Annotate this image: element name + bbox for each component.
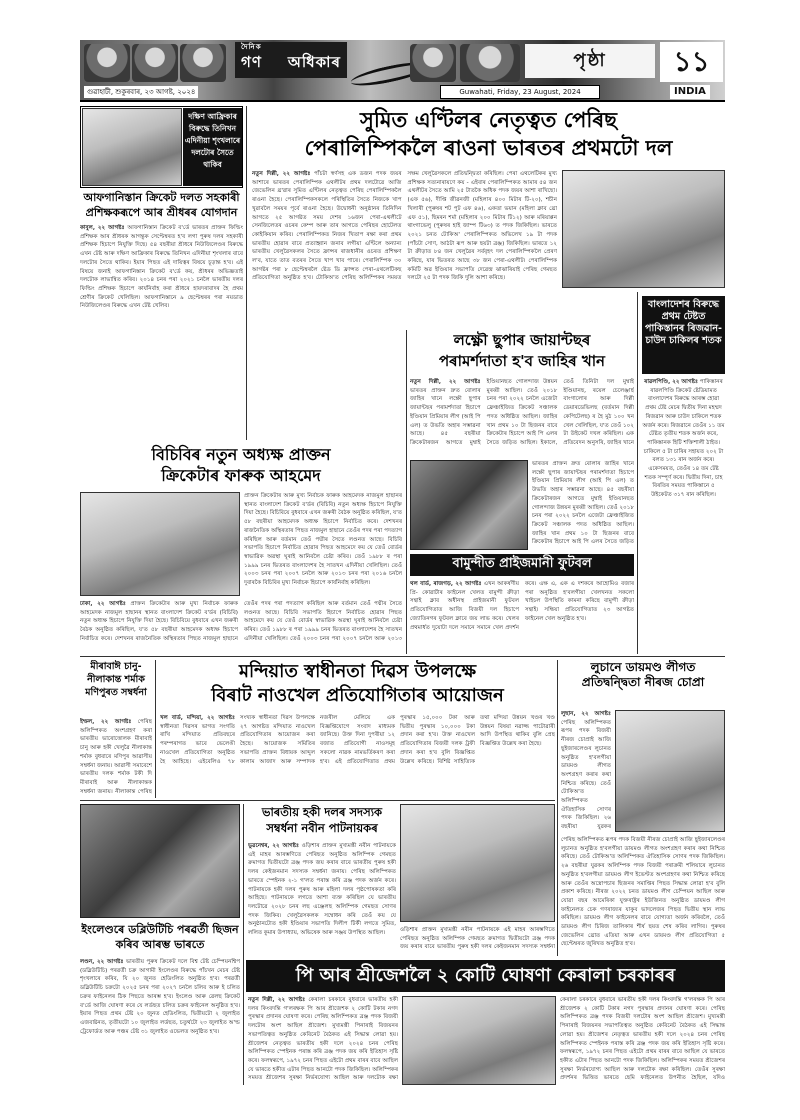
page-number: ১১ bbox=[660, 42, 723, 82]
sridhar-dateline: কাবুল, ২২ আগষ্টঃ bbox=[80, 225, 125, 231]
zaheer-text-cont: ভাৰতৰ প্ৰাক্তন দ্ৰুত বোলাৰ জাহিৰ খানে লক্ষ্ণৌ ছুপাৰ জায়ান্টছৰ পৰামৰ্শদাতা হিচাপে ইণ্ডিয়ান প্ৰিমিয়াৰ লীগ (আই পি এল) ত উভতি অহাৰ সম্ভাৱনা আছে। ৪৫ বছৰীয়া ক্ৰিকেটাৰজন আগতে মুম্বাই ইণ্ডিয়ানছত গোলন্দাজ উন্নয়ন মুৰব্বী আছিল। তেওঁ ২০১৮ চনৰ পৰা ২০২২ চনলৈ এজেটা ফ্ৰেঞ্চাইজিত ক্ৰিকেট সঞ্চালক পদত অধিষ্ঠিত আছিল। জাহিৰ খান প্ৰথম ১০ টা ছিজনৰ বাবে ক্ৰিকেটাৰ হিচাপে আই পি এলৰ সৈতে জড়িত bbox=[532, 461, 634, 546]
date-assamese: গুৱাহাটী, শুকুৰবাৰ, ২৩ আগষ্ট, ২০২৪ bbox=[84, 86, 198, 98]
hockey-text: ওড়িশাৰ প্ৰাক্তন মুখ্যমন্ত্ৰী নবীন পাটনায়কে এই মাহৰ আৰম্ভণিতে পেৰিছত অনুষ্ঠিত অলিম্পিক গেমছত ক্ৰমাগত দ্বিতীয়টো ব্ৰঞ্জ পদক জয় কৰাৰ বাবে ভাৰতীয় পুৰুষ হকী দলৰ কেইজনমান সদস্যক সম্বৰ্ধনা জনায়। পেৰিছ অলিম্পিকত ভাৰতে স্পেইনক ২-১ গ'লত পৰাস্ত কৰি ব্ৰঞ্জ পদক অৰ্জন কৰে। পাটনায়কে হকী দলৰ পুৰুষ আৰু মহিলা দলৰ পৃষ্ঠপোষকতা কৰি আহিছে। পাটনায়কে লগতে আশা ব্যক্ত কৰিছিল যে ভাৰতীয় দলটোৱে ২০২৮ চনৰ লছ এঞ্জেলছ অলিম্পিক গেমছত সোণৰ পদক জিকিব। খেলুৱৈসকলক সম্বোধন কৰি তেওঁ কয় যে অনুষ্ঠানটোত হকী ইণ্ডিয়াৰ সভাপতি দিলীপ টিৰ্কী লগতে সুমিত, ললিত কুমাৰ উপাধ্যায়, অভিষেক আৰু সঞ্জয় উপস্থিত আছিল। bbox=[248, 843, 396, 937]
chanu-dateline: ইম্ফল, ২২ আগষ্টঃ bbox=[80, 719, 132, 725]
zaheer-text: ভাৰতৰ প্ৰাক্তন দ্ৰুত বোলাৰ জাহিৰ খানে লক্ষ্ণৌ ছুপাৰ জায়ান্টছৰ পৰামৰ্শদাতা হিচাপে ইণ্ডিয়ান প্ৰিমিয়াৰ লীগ (আই পি এল) ত উভতি অহাৰ সম্ভাৱনা আছে। ৪৫ বছৰীয়া ক্ৰিকেটাৰজন আগতে মুম্বাই ইণ্ডিয়ানছত গোলন্দাজ উন্নয়ন মুৰব্বী আছিল। তেওঁ ২০১৮ চনৰ পৰা ২০২২ চনলৈ এজেটা ফ্ৰেঞ্চাইজিত ক্ৰিকেট সঞ্চালক পদত অধিষ্ঠিত আছিল। জাহিৰ খান প্ৰথম ১০ টা ছিজনৰ বাবে ক্ৰিকেটাৰ হিচাপে আই পি এলৰ সৈতে জড়িত আছিল। ইকালে, তেওঁ তিনিটা দল মুম্বাই ইণ্ডিয়ানছ, ৰয়েল চেলেঞ্জাৰ্ছ বাংগালোৰ আৰু দিল্লী ডেয়াৰডেভিলছ (বৰ্তমান দিল্লী কেপিটেলছ) ৰ হৈ মুঠ ১০০ খন খেল খেলিছিল, য'ত তেওঁ ১০২ টা উইকেট দখল কৰিছিল। এক প্ৰতিবেদন অনুসৰি, জাহিৰ খানে bbox=[410, 379, 634, 446]
hockey-dateline: ভুৱনেশ্বৰ, ২২ আগষ্টঃ bbox=[248, 843, 299, 849]
bcb-headline-line1: বিচিবিৰ নতুন অধ্যক্ষ প্ৰাক্তন bbox=[151, 445, 331, 464]
bcb-headline bbox=[80, 444, 402, 488]
wtc-headline: ইংলেণ্ডৰে ডব্লিউটিচি পৰৱৰ্তী ছিজন কৰিব আৰম্ভ ভাৰতে bbox=[81, 923, 239, 951]
wtc-body bbox=[80, 958, 240, 1085]
rizwan-text: পাকিস্তানৰ ৰাৱলপিণ্ডি ক্ৰিকেট ষ্টেডিয়ামত বাংলাদেশৰ বিৰুদ্ধে আৰম্ভ হোৱা প্ৰথম টেষ্ট মেচৰ দ্বিতীয় দিনা মহম্মদ ৰিজৱান আৰু চাউদ চাকিলে শতক অৰ্জন কৰে। ৰিজৱানে তেওঁৰ ১১ তম টেষ্টত তৃতীয় শতক অৰ্জন কৰে, পাকিস্তানক হিটি শক্তিশালী ঠাইত। চাকিলে ৫ টা চাৰিৰ সহায়ত ২০২ টা বলত ১৩১ ৰান অৰ্জন কৰে। একেসময়ত, তেওঁৰ ১৪ তম টেষ্ট শতক সম্পূৰ্ণ কৰে। দ্বিতীয় দিনা, চাহ বিৰতিৰ সময়ত পাকিস্তানে ৫ উইকেটত ৩১৭ ৰান কৰিছিল। bbox=[642, 379, 725, 499]
boat-body bbox=[160, 714, 555, 798]
column-rule bbox=[246, 106, 247, 440]
sridhar-headline: আফগানিস্তান ক্ৰিকেট দলত সহকাৰী প্ৰশিক্ষকৰূপে আৰ শ্ৰীধৰৰ যোগদান bbox=[83, 191, 240, 219]
sreejesh-body bbox=[248, 996, 398, 1083]
chanu-headline: মীৰাবাঈ চানু-নীলাকান্ত শৰ্মাক মণিপুৰত সম্বৰ্ধনা bbox=[85, 661, 147, 698]
sridhar-body bbox=[80, 224, 243, 440]
country-label: INDIA bbox=[670, 85, 710, 99]
neeraj-text-side: পেৰিছ অলিম্পিকত ৰূপৰ পদক বিজয়ী নীৰজ চোপ্ৰাই আজি ছুইজাৰলেণ্ডৰ লুচানত অনুষ্ঠিত হ'বলগীয়া ডায়মণ্ড লীগত অংশগ্ৰহণ কৰাৰ কথা নিশ্চিত কৰিছে। তেওঁ টোকিঅ'ত অলিম্পিকত ঐতিহাসিক সোণৰ পদক জিকিছিল। ২৬ বছৰীয়া যুৱকৰ bbox=[561, 719, 611, 831]
bamunti-dateline: থল বাৰ্ড, ৰাজগড়, ২২ আগষ্টঃ bbox=[410, 581, 482, 587]
bcb-body-side bbox=[244, 492, 402, 596]
brand-small: দৈনিক bbox=[241, 43, 262, 51]
hockey-team-photo bbox=[400, 804, 555, 922]
column-rule bbox=[243, 804, 244, 1085]
section-rule bbox=[80, 800, 555, 801]
page-label: পৃষ্ঠা bbox=[525, 44, 655, 78]
sumit-headline-line1: সুমিত এণ্টিলৰ নেতৃত্বত পেৰিছ bbox=[360, 108, 617, 132]
sumit-headline bbox=[252, 106, 725, 166]
sumit-text: পাঁচটা স্বৰ্ণসহ এক ডজন পদক জয়ৰ আশাৰে ভাৰতৰ পেৰালিম্পিক এথলীটৰ প্ৰথম দলটোৱে আজি জেভেলিন থ্ৰ'ৱাৰ সুমিত এণ্টিলৰ নেতৃত্বত পেৰিছ পেৰালিম্পিকলৈ ৰাওনা হৈছে। পেৰালিম্পিকসকলে পৰিস্থিতিৰ সৈতে নিজকে খাপ খুৱাবলৈ সময়ৰ পূৰ্বে ৰাওনা হৈছে। উদ্বোধনী অনুষ্ঠানৰ তিনিদিন আগতে ২৫ আগষ্টত সময় দেশৰ ১৬জন পেৰা-এথলীটে সেনজিলেতৰ ওচৰৰ কেম্প আৰু তাৰ আগতে পেৰিছৰ হোটেলত কোইকিয়ান কৰিব। পেৰালিম্পিকত নিজৰ খিতাপ ৰক্ষা কৰা প্ৰথম ভাৰতীয় হোৱাৰ বাবে প্ৰত্যাহ্বান জনাব লগীয়া এণ্টিলে অন্যান্য ভাৰতীয় খেলুৱৈসকলৰ সৈতে ফ্ৰান্সৰ ৰাজধানীৰ ওচৰত প্ৰশিক্ষণ ল'ব, যাতে তাত বতৰৰ সৈতে খাপ খাব পাৰে। পেৰালিম্পিক ৩০ আগষ্টৰ পৰা ৮ ছেপ্টেম্বৰলৈ ষ্টেড ডি ফ্ৰান্সত পেৰা-এথলেটিকছ প্ৰতিযোগিতা অনুষ্ঠিত হ'ব। টোকিঅ'ত পেৰিছ অলিম্পিকৰ সময়ত সক্ষম খেলুৱৈসকলে প্ৰতিদ্বন্দ্বিতা কৰিছিল। পেৰা এথলেটিকৰ মুখ্য প্ৰশিক্ষক সত্যনাৰায়ণে কয় - এইবাৰ পেৰালিম্পিকত আমাৰ ৫৪ জন এথলীটৰ সৈতে আমি ২৫ টাতকৈ অধিক পদক জয়ৰ আশা ৰাখিছো। (এফ ৫৬), দীপ্তি জীৱনজী (মহিলাৰ ৪০০ মিটাৰ টি-২০), শচীন খিলাৰী (পুৰুষৰ শট পুট এফ ৪৬), একতা ভয়ান (মহিলা ক্লাব থ্ৰো এফ ৫১), ছিমৰন শৰ্মা (মহিলাৰ ২০০ মিটাৰ টি১২) আৰু মৰিয়াপ্পন থাংগাভেলু (পুৰুষৰ হাই জাম্প টি৬৩) ত পদক জিকিছিল। ভাৰতে ২০২১ চনত টোকিঅ' পেৰালিম্পিকত অভিলেখ ১৯ টা পদক (পাঁচটা সোণ, আঠটা ৰূপ আৰু ছয়টা ব্ৰঞ্জ) জিকিছিল। ভাৰতে ১২ টা ক্ৰীড়াত ৮৪ জন খেলুৱৈৰ সৰ্ববৃহৎ দল পেৰালিম্পিকলৈ প্ৰেৰণ কৰিছে, যাৰ ভিতৰত আছে ৩৮ জন পেৰা-এথলীট। পেৰালিম্পিক কমিটি অৱ ইণ্ডিয়াৰ সভাপতি দেৱেন্দ্ৰ ঝাঝাৰিয়াই পেৰিছ গেমছত দলটো ২৫ টা পদক জিকি দুলি আশা কৰিছে। bbox=[252, 171, 557, 282]
neeraj-photo bbox=[615, 710, 725, 832]
bcb-text: প্ৰাক্তন ক্ৰিকেটাৰ আৰু মুখ্য নিৰ্বাচক ফাৰুক আহমেদক নাজমুল হাছানৰ স্থানত বাংলাদেশ ক্ৰিকেট ব'ৰ্ডৰ (বিচিবি) নতুন অধ্যক্ষ হিচাপে নিযুক্তি দিয়া হৈছে। বিচিবিয়ে বুধবাৰে এখন জৰুৰী বৈঠক অনুষ্ঠিত কৰিছিল, য'ত ৫৮ বছৰীয়া আহমেদক অধ্যক্ষ হিচাপে নিৰ্বাচিত কৰে। দেশখনৰ ৰাজনৈতিক অস্থিৰতাৰ পিছত নাজমুল হাছানে তেওঁৰ পদৰ পৰা পদত্যাগ কৰিছিল আৰু বৰ্তমান তেওঁ পদ্মীৰ সৈতে লণ্ডনত আছে। বিচিবি সভাপতি হিচাপে নিৰ্বাচিত হোৱাৰ পিছত আহমেদে কয় যে তেওঁ বোৰ্ডৰ স্বাভাৱিক অৱস্থা ঘূৰাই আনিবলৈ চেষ্টা কৰিব। তেওঁ ১৯৮৮ ৰ পৰা ১৯৯৯ চনৰ ভিতৰত বাংলাদেশৰ হৈ সাতখন এদিনীয়া খেলিছিল। তেওঁ ২০০৩ চনৰ পৰা ২০০৭ চনলৈ আৰু ২০১৩ bbox=[80, 601, 402, 642]
wtc-text: ভাৰতীয় পুৰুষ ক্ৰিকেট দলে বিশ্ব টেষ্ট চেম্পিয়নশ্বিপ (ডব্লিউটিচি) পৰৱৰ্তী চক্ৰ আগামী ইংলেণ্ডৰ বিৰুদ্ধে পাঁচখন মেচৰ টেষ্ট শৃংখলাৰে কৰিব, যি ২০ জুনত হেডিংলিত অনুষ্ঠিত হ'ব। পৰৱৰ্তী ডব্লিউটিচি চক্ৰটো ২০২৫ চনৰ পৰা ২০২৭ চনলৈ চলিব আৰু ই চলিত চক্ৰৰ ফাইনেলৰ ঠিক পিছতে আৰম্ভ হ'ব। ইংলেণ্ড আৰু ৱেলছ ক্ৰিকেট ব'ৰ্ডে আজি ঘোষণা কৰে যে লৰ্ডছত চলিত চক্ৰৰ ফাইনেল অনুষ্ঠিত হ'ব। ইয়াৰ পিছত প্ৰথম টেষ্ট ২০ জুনত হেডিংলিত, দ্বিতীয়টো ২ জুলাইত এজবাষ্টনত, তৃতীয়টো ১০ জুলাইত লৰ্ডছত, চতুৰ্থটো ২৩ জুলাইত অ'ল্ড ট্ৰেফোৰ্ডত আৰু পঞ্চম টেষ্ট ৩১ জুলাইত ওভেলত অনুষ্ঠিত হ'ব। bbox=[80, 959, 240, 1035]
brand-right: অধিকাৰ bbox=[287, 53, 341, 71]
boat-dateline: খল বাৰ্ড, মন্দিয়া, ২২ আগষ্টঃ bbox=[160, 715, 235, 721]
zaheer-body bbox=[410, 378, 634, 456]
zaheer-dateline: নতুন দিল্লী, ২২ আগষ্টঃ bbox=[410, 379, 481, 385]
hockey-text-cont: ওড়িশাৰ প্ৰাক্তন মুখ্যমন্ত্ৰী নবীন পাটনায়কে এই মাহৰ আৰম্ভণিতে পেৰিছত অনুষ্ঠিত অলিম্পিক গেমছত ক্ৰমাগত দ্বিতীয়টো ব্ৰঞ্জ পদক জয় কৰাৰ বাবে ভাৰতীয় পুৰুষ হকী দলৰ কেইজনমান সদস্যক সম্বৰ্ধনা bbox=[400, 927, 555, 951]
neeraj-body-side bbox=[561, 710, 611, 832]
zaheer-headline-line2: পৰামৰ্শদাতা হ'ব জাহিৰ খান bbox=[438, 352, 606, 370]
sridhar-photo-caption: দক্ষিণ আফ্ৰিকাৰ বিৰুদ্ধে তিনিখন এদিনীয়া শৃংখলাৰে দলটোৰ সৈতে থাকিব bbox=[183, 108, 242, 186]
neeraj-text: পেৰিছ অলিম্পিকত ৰূপৰ পদক বিজয়ী নীৰজ চোপ্ৰাই আজি ছুইজাৰলেণ্ডৰ লুচানত অনুষ্ঠিত হ'বলগীয়া ডায়মণ্ড লীগত অংশগ্ৰহণ কৰাৰ কথা নিশ্চিত কৰিছে। তেওঁ টোকিঅ'ত অলিম্পিকত ঐতিহাসিক সোণৰ পদক জিকিছিল। ২৬ বছৰীয়া যুৱকৰ অলিম্পিক পদক বিজয়ী পৰাক্ৰমী শলিয়াৰে লুচানত অনুষ্ঠিত হ'বলগীয়া ডায়মণ্ড লীগ ইভেণ্টত অংশগ্ৰহণৰ কথা নিশ্চিত কৰিছে আৰু তেওঁৰ অস্ত্ৰোপচাৰ ছিজনৰ সমাপ্তিৰ পিছত সিদ্ধান্ত লোৱা হ'ব বুলি প্ৰকাশ কৰিছে। নীৰজ ২০২২ চনত ডায়মণ্ড লীগ চেম্পিয়ন আছিল আৰু যোৱা বছৰ আমেৰিকা যুক্তৰাষ্ট্ৰৰ ইউজিনত অনুষ্ঠিত ডায়মণ্ড লীগ ফাইনেলত চেক গণৰাজ্যৰ যাকুব ভাদলেজৰ পিছত দ্বিতীয় স্থান লাভ কৰিছিল। ডায়মণ্ড লীগ ফাইনেলৰ বাবে যোগ্যতা অৰ্জন কৰিবলৈ, তেওঁ ডায়মণ্ড লীগ চিৰিজ তালিকাৰ শীৰ্ষ ছয়ত শেষ কৰিব লাগিব। পুৰুষৰ জেভেলিন থ্ৰোত এতিয়া আৰু এখন ডায়মণ্ড লীগ প্ৰতিযোগিতা ৫ ছেপ্টেম্বৰত জুৰিখত অনুষ্ঠিত হ'ব। bbox=[561, 837, 725, 948]
rizwan-headline: বাংলাদেশৰ বিৰুদ্ধে প্ৰথম টেষ্টত পাকিস্তানৰ ৰিজৱান-চাউদ চাকিলৰ শতক bbox=[642, 296, 725, 374]
date-english: Guwahati, Friday, 23 August, 2024 bbox=[440, 85, 600, 99]
sreejesh-text: কেৰালা চৰকাৰে বুধবাৰে ভাৰতীয় হকী দলৰ কিংবদন্তি গ'লৰক্ষক পি আৰ শ্ৰীজেশক ২ কোটি টকাৰ নগদ পুৰস্কাৰ প্ৰদানৰ ঘোষণা কৰে। পেৰিছ অলিম্পিকত ব্ৰঞ্জ পদক বিজয়ী দলটোৰ অংশ আছিল শ্ৰীজেশ। মুখ্যমন্ত্ৰী পিনাৰাই বিজয়নৰ সভাপতিত্বত অনুষ্ঠিত কেবিনেট বৈঠকত এই সিদ্ধান্ত লোৱা হয়। শ্ৰীজেশৰ নেতৃত্বত ভাৰতীয় হকী দলে ২০২৪ চনৰ পেৰিছ অলিম্পিকত স্পেইনক পৰাস্ত কৰি ব্ৰঞ্জ পদক জয় কৰি ইতিহাস সৃষ্টি কৰে। ফলস্বৰূপে, ১৯৭২ চনৰ পিছত এইটো প্ৰথম বাৰৰ বাবে আছিল যে ভাৰতে হকীত এটাৰ পিছত আনটো পদক জিকিছিল। অলিম্পিকৰ সময়ত শ্ৰীজেশৰ সুৰক্ষা নিৰ্ভৰযোগ্য আছিল আৰু দলটোক ৰক্ষা bbox=[248, 997, 398, 1082]
sreejesh-photo bbox=[402, 996, 556, 1085]
bamunti-body bbox=[410, 580, 634, 650]
zaheer-body-cont bbox=[532, 460, 634, 547]
sridhar-photo-box bbox=[80, 106, 243, 188]
sridhar-photo bbox=[82, 108, 182, 186]
sreejesh-headline: পি আৰ শ্ৰীজেশলৈ ২ কোটি ঘোষণা কেৰালা চৰকাৰৰ bbox=[246, 960, 725, 992]
wtc-dateline: লণ্ডন, ২২ আগষ্টঃ bbox=[80, 959, 124, 965]
column-rule bbox=[406, 330, 407, 654]
chanu-body bbox=[80, 718, 152, 796]
bamunti-headline: বামুন্দীত প্ৰাইজমানী ফুটবল bbox=[410, 554, 634, 576]
masthead bbox=[80, 40, 725, 102]
bcb-headline-line2: ক্ৰিকেটাৰ ফাৰুক আহমেদ bbox=[161, 466, 321, 485]
farooq-photo bbox=[80, 492, 240, 596]
hockey-body bbox=[248, 842, 396, 954]
bcb-dateline: ঢাকা, ২২ আগষ্টঃ bbox=[80, 601, 126, 607]
masthead-photo bbox=[84, 44, 130, 82]
boat-headline-line2: বিৰাট নাওখেল প্ৰতিযোগিতাৰ আয়োজন bbox=[211, 685, 504, 706]
newspaper-page bbox=[80, 40, 725, 1085]
neeraj-dateline: লুছান, ২২ আগষ্টঃ bbox=[561, 711, 611, 717]
column-rule bbox=[557, 660, 558, 956]
bcb-body bbox=[80, 600, 402, 652]
masthead-photo bbox=[460, 44, 520, 82]
column-rule bbox=[637, 292, 638, 654]
brand-left: গণ bbox=[241, 53, 262, 71]
boat-text: স্বাধীনতা দিৱসৰ ভাগত সংগতি ৰাখি মন্দিয়াত প্ৰতিবছৰে পৰম্পৰাগত ভাবে ভেলেঙী নাওখেল প্ৰতিযোগিতা অনুষ্ঠিত হৈ আহিছে। এইবেলিও ৭৮ সংখ্যক স্বাধীনতা দিৱস উপলক্ষে ২৭ আগষ্টত মন্দিয়াত নাওখেল প্ৰতিযোগিতাৰ আয়োজন কৰা হৈছে। আয়োজক সমিতিৰ সভাপতি প্ৰাক্তন বিধায়ক আব্দুল কালাম আজাদ আৰু সম্পাদক নজৰীল মেলিয়ে এক বিজ্ঞপ্তিযোগে সংবাদ মাধ্যমক জানিছে। উক্ত দিনা দুপৰীয়া ১২ বজাত প্ৰতিযোগী নাওসমূহ সকলো নাৱক নামভৰ্তিকৰণ কৰা হ'ব। এই প্ৰতিযোগিতাত প্ৰথম পুৰস্কাৰ ১৫,০০০ টকা আৰু দ্বিতীয় পুৰস্কাৰ ১০,০০০ টকা প্ৰদান কৰা হ'ব। উক্ত নাওখেল প্ৰতিযোগিতাৰ বিজয়ী দলক ট্ৰফী প্ৰদান কৰা হ'ব বুলি বিজ্ঞপ্তিত উল্লেখ কৰিছে। বিশিষ্ট সাহিত্যিক তথা মন্দিয়া উন্নয়ন খণ্ডৰ খণ্ড উন্নয়ন বিষয়া নৱাজ্জ পাটোৱাৰী আদি উপস্থিত থাকিব বুলি প্ৰেছ বিজ্ঞপ্তিত উল্লেখ কৰা হৈছে। bbox=[160, 715, 555, 765]
india-cricket-team-photo bbox=[80, 804, 240, 918]
rizwan-body bbox=[642, 378, 725, 650]
sridhar-text: আফগানিস্তান ক্ৰিকেট ব'ৰ্ডে ভাৰতৰ প্ৰাক্তন ফিল্ডিং প্ৰশিক্ষক আৰ শ্ৰীধৰক আগন্তুক সেপ্টেম্বৰত হ'ব লগা পুৰুষ দলৰ সহকাৰী প্ৰশিক্ষক হিচাপে নিযুক্তি দিছে। ৫৪ বছৰীয়া শ্ৰীধৰে নিউজিলেণ্ডৰ বিৰুদ্ধে এখন টেষ্ট আৰু দক্ষিণ আফ্ৰিকাৰ বিৰুদ্ধে তিনিখন এদিনীয়া শৃংখলাৰ বাবে দলটোৰ সৈতে থাকিব। ইয়াৰ পিছত এই দায়িত্বৰ বিষয়ে চূড়ান্ত হ'ব। এই বিষয়ে জনাই আফগানিস্তান ক্ৰিকেট ব'ৰ্ডে কয়, শ্ৰীধৰৰ অভিজ্ঞতাই দলটোক লাভান্বিত কৰিব। ২০১৪ চনৰ পৰা ২০২১ চনলৈ ভাৰতীয় দলৰ ফিল্ডিং প্ৰশিক্ষক হিচাপে কাৰ্যনিৰ্বাহ কৰা শ্ৰীধৰে হায়দৰাবাদৰ হৈ প্ৰথম শ্ৰেণীৰ ক্ৰিকেট খেলিছিল। আফগানিস্তানে ৯ ছেপ্টেম্বৰৰ পৰা নয়ডাত নিউজিলেণ্ডৰ বিৰুদ্ধে এখন টেষ্ট খেলিব। bbox=[80, 225, 243, 310]
rizwan-dateline: ৰাৱলপিণ্ডি, ২২ আগষ্টঃ bbox=[644, 379, 698, 385]
boat-headline-line1: মন্দিয়াত স্বাধীনতা দিৱস উপলক্ষে bbox=[238, 661, 477, 682]
bcb-text-side: প্ৰাক্তন ক্ৰিকেটাৰ আৰু মুখ্য নিৰ্বাচক ফাৰুক আহমেদক নাজমুল হাছানৰ স্থানত বাংলাদেশ ক্ৰিকেট ব'ৰ্ডৰ (বিচিবি) নতুন অধ্যক্ষ হিচাপে নিযুক্তি দিয়া হৈছে। বিচিবিয়ে বুধবাৰে এখন জৰুৰী বৈঠক অনুষ্ঠিত কৰিছিল, য'ত ৫৮ বছৰীয়া আহমেদক অধ্যক্ষ হিচাপে নিৰ্বাচিত কৰে। দেশখনৰ ৰাজনৈতিক অস্থিৰতাৰ পিছত নাজমুল হাছানে তেওঁৰ পদৰ পৰা পদত্যাগ কৰিছিল আৰু বৰ্তমান তেওঁ পদ্মীৰ সৈতে লণ্ডনত আছে। বিচিবি সভাপতি হিচাপে নিৰ্বাচিত হোৱাৰ পিছত আহমেদে কয় যে তেওঁ বোৰ্ডৰ স্বাভাৱিক অৱস্থা ঘূৰাই আনিবলৈ চেষ্টা কৰিব। তেওঁ ১৯৮৮ ৰ পৰা ১৯৯৯ চনৰ ভিতৰত বাংলাদেশৰ হৈ সাতখন এদিনীয়া খেলিছিল। তেওঁ ২০০৩ চনৰ পৰা ২০০৭ চনলৈ আৰু ২০১৩ চনৰ পৰা ২০১৬ চনলৈ দুবাৰকৈ বিচিবিৰ মুখ্য নিৰ্বাচক হিচাপে কাৰ্যনিৰ্বাহ কৰিছিল। bbox=[244, 493, 402, 587]
sumit-headline-line2: পেৰালিম্পিকলৈ ৰাওনা ভাৰতৰ প্ৰথমটো দল bbox=[304, 136, 673, 160]
masthead-photo bbox=[180, 44, 226, 82]
section-rule bbox=[80, 656, 725, 657]
chanu-text: পেৰিছ অলিম্পিকত অংশগ্ৰহণ কৰা ভাৰতীয় ভাৰোত্তোলক মীৰাবাই চানু আৰু হকী খেলুৱৈ নীলাকান্ত শৰ্মাক বুধবাৰে মণিপুৰ আৱাসীয় সম্বৰ্ধনা জনায়। আৱাসী সমাবেশে ভাৰতীয় দলক শৰ্মাক টকী দি মীৰাবাই আৰু নীলাকান্তক সম্বৰ্ধনা জনায়। নীলাকান্ত পেৰিছ bbox=[80, 719, 152, 795]
sreejesh-body-cont bbox=[560, 996, 725, 1083]
sreejesh-text-cont: কেৰালা চৰকাৰে বুধবাৰে ভাৰতীয় হকী দলৰ কিংবদন্তি গ'লৰক্ষক পি আৰ শ্ৰীজেশক ২ কোটি টকাৰ নগদ পুৰস্কাৰ প্ৰদানৰ ঘোষণা কৰে। পেৰিছ অলিম্পিকত ব্ৰঞ্জ পদক বিজয়ী দলটোৰ অংশ আছিল শ্ৰীজেশ। মুখ্যমন্ত্ৰী পিনাৰাই বিজয়নৰ সভাপতিত্বত অনুষ্ঠিত কেবিনেট বৈঠকত এই সিদ্ধান্ত লোৱা হয়। শ্ৰীজেশৰ নেতৃত্বত ভাৰতীয় হকী দলে ২০২৪ চনৰ পেৰিছ অলিম্পিকত স্পেইনক পৰাস্ত কৰি ব্ৰঞ্জ পদক জয় কৰি ইতিহাস সৃষ্টি কৰে। ফলস্বৰূপে, ১৯৭২ চনৰ পিছত এইটো প্ৰথম বাৰৰ বাবে আছিল যে ভাৰতে হকীত এটাৰ পিছত আনটো পদক জিকিছিল। অলিম্পিকৰ সময়ত শ্ৰীজেশৰ সুৰক্ষা নিৰ্ভৰযোগ্য আছিল আৰু দলটোক ৰক্ষা কৰিছিল। তেওঁৰ সুৰক্ষা প্ৰদৰ্শনৰ ভিত্তিত ভাৰতে ছেমি ফাইনেলত উপনীত হৈছিল, যদিও bbox=[560, 997, 725, 1082]
column-rule bbox=[155, 660, 156, 798]
hockey-body-cont bbox=[400, 926, 555, 952]
zaheer-photo bbox=[410, 460, 528, 550]
neeraj-body bbox=[561, 836, 725, 954]
hockey-headline: ভাৰতীয় হকী দলৰ সদস্যক সম্বৰ্ধনা নবীন পাটনায়কৰ bbox=[261, 805, 383, 835]
sreejesh-dateline: নতুন দিল্লী, ২২ আগষ্টঃ bbox=[248, 997, 306, 1003]
sumit-team-photo bbox=[562, 170, 725, 288]
sumit-body bbox=[252, 170, 557, 326]
boat-headline bbox=[160, 660, 555, 710]
neeraj-headline: লুচানে ডায়মণ্ড লীগত প্ৰতিদ্বন্দ্বিতা নীৰজ চোপ্ৰা bbox=[581, 660, 705, 689]
zaheer-headline bbox=[410, 330, 634, 374]
masthead-photo bbox=[410, 44, 456, 82]
bamunti-text: এখন আকৰ্ষণীয় প্ৰি- কোৱাৰ্টাৰ ফাইনেল খেলত বামুন্দী ক্ৰীড়া সন্থাই ক্লাব অধীনস্থ প্ৰাইজমানী ফুটবল প্ৰতিযোগিতাত আজি বিজয়ী দল হিচাপে জ্যোতিনগৰ ফুটবল ক্লাবে জয় লাভ কৰে। খেলৰ প্ৰথমাৰ্ধত দুয়োটা দলে সমানে সমানে খেল প্ৰদৰ্শন কৰে। এক্ষ এ, এক এ দশকৰে আহোমিও বজাৰ পৰা অনুষ্ঠিত হ'বলগীয়া খেলখনত সকলো খাইচল উপস্থিতি কামনা কৰিছে বামুন্দী ক্ৰীড়া সন্থাই। সন্ধিয়া প্ৰতিযোগিতাত ২৩ আগষ্টত ফাইনেল খেল অনুষ্ঠিত হ'ব। bbox=[410, 581, 634, 631]
masthead-photo bbox=[132, 44, 178, 82]
zaheer-headline-line1: লক্ষ্ণৌ ছুপাৰ জায়ান্টছৰ bbox=[453, 331, 591, 349]
sumit-dateline: নতুন দিল্লী, ২২ আগষ্টঃ bbox=[252, 171, 311, 177]
newspaper-logo bbox=[235, 42, 347, 78]
